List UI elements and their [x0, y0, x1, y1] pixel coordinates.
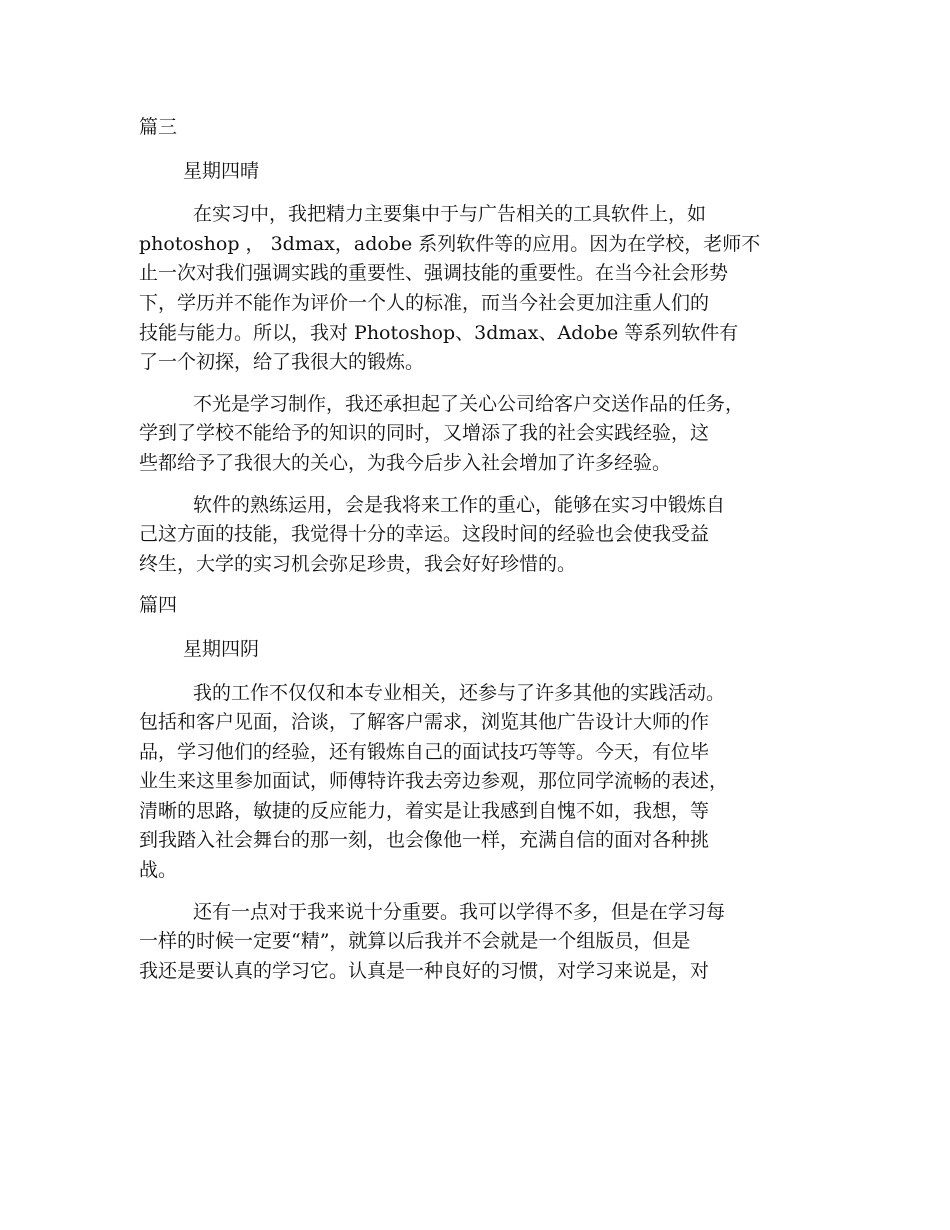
text-line: 软件的熟练运用，会是我将来工作的重心，能够在实习中锻炼自	[193, 493, 726, 516]
text-line: photoshop ， 3dmax，adobe 系列软件等的应用。因为在学校，老师不	[139, 232, 761, 255]
text-line: 一样的时候一定要“精”，就算以后我并不会就是一个组版员，但是	[139, 930, 691, 953]
text-line: 终生，大学的实习机会弥足珍贵，我会好好珍惜的。	[139, 552, 577, 575]
paragraph	[139, 491, 779, 580]
text-line: 技能与能力。所以，我对 Photoshop、3dmax、Adobe 等系列软件有	[139, 321, 739, 344]
text-line: 了一个初探，给了我很大的锻炼。	[139, 351, 425, 374]
text-line: 不光是学习制作，我还承担起了关心公司给客户交送作品的任务，	[193, 392, 745, 415]
text-line: 在实习中，我把精力主要集中于与广告相关的工具软件上，如	[193, 203, 707, 226]
text-line: 己这方面的技能，我觉得十分的幸运。这段时间的经验也会使我受益	[139, 523, 710, 546]
text-line: 还有一点对于我来说十分重要。我可以学得不多，但是在学习每	[193, 900, 726, 923]
text-line: 到我踏入社会舞台的那一刻，也会像他一样，充满自信的面对各种挑	[139, 829, 710, 852]
text-line: 学到了学校不能给予的知识的同时，又增添了我的社会实践经验，这	[139, 422, 710, 445]
text-line: 我的工作不仅仅和本专业相关，还参与了许多其他的实践活动。	[193, 681, 726, 704]
text-line: 止一次对我们强调实践的重要性、强调技能的重要性。在当今社会形势	[139, 262, 729, 285]
text-line: 包括和客户见面，洽谈，了解客户需求，浏览其他广告设计大师的作	[139, 711, 710, 734]
text-line: 我还是要认真的学习它。认真是一种良好的习惯，对学习来说是，对	[139, 959, 710, 982]
text-line: 品，学习他们的经验，还有锻炼自己的面试技巧等等。今天，有位毕	[139, 740, 710, 763]
paragraph	[139, 200, 779, 378]
text-line: 下，学历并不能作为评价一个人的标准，而当今社会更加注重人们的	[139, 291, 710, 314]
text-line: 战。	[139, 859, 178, 882]
section-title: 篇三	[139, 116, 178, 138]
text-line: 清晰的思路，敏捷的反应能力，着实是让我感到自愧不如，我想，等	[139, 799, 710, 822]
section-date: 星期四晴	[183, 159, 260, 182]
paragraph	[139, 898, 779, 987]
paragraph	[139, 390, 779, 479]
section-date: 星期四阴	[183, 637, 260, 660]
section	[139, 591, 779, 986]
section-title: 篇四	[139, 594, 178, 617]
text-line: 些都给予了我很大的关心，为我今后步入社会增加了许多经验。	[139, 451, 672, 474]
section	[139, 113, 779, 579]
paragraph	[139, 679, 779, 886]
document-body	[139, 113, 779, 998]
text-line: 业生来这里参加面试，师傅特许我去旁边参观，那位同学流畅的表述，	[139, 770, 729, 793]
